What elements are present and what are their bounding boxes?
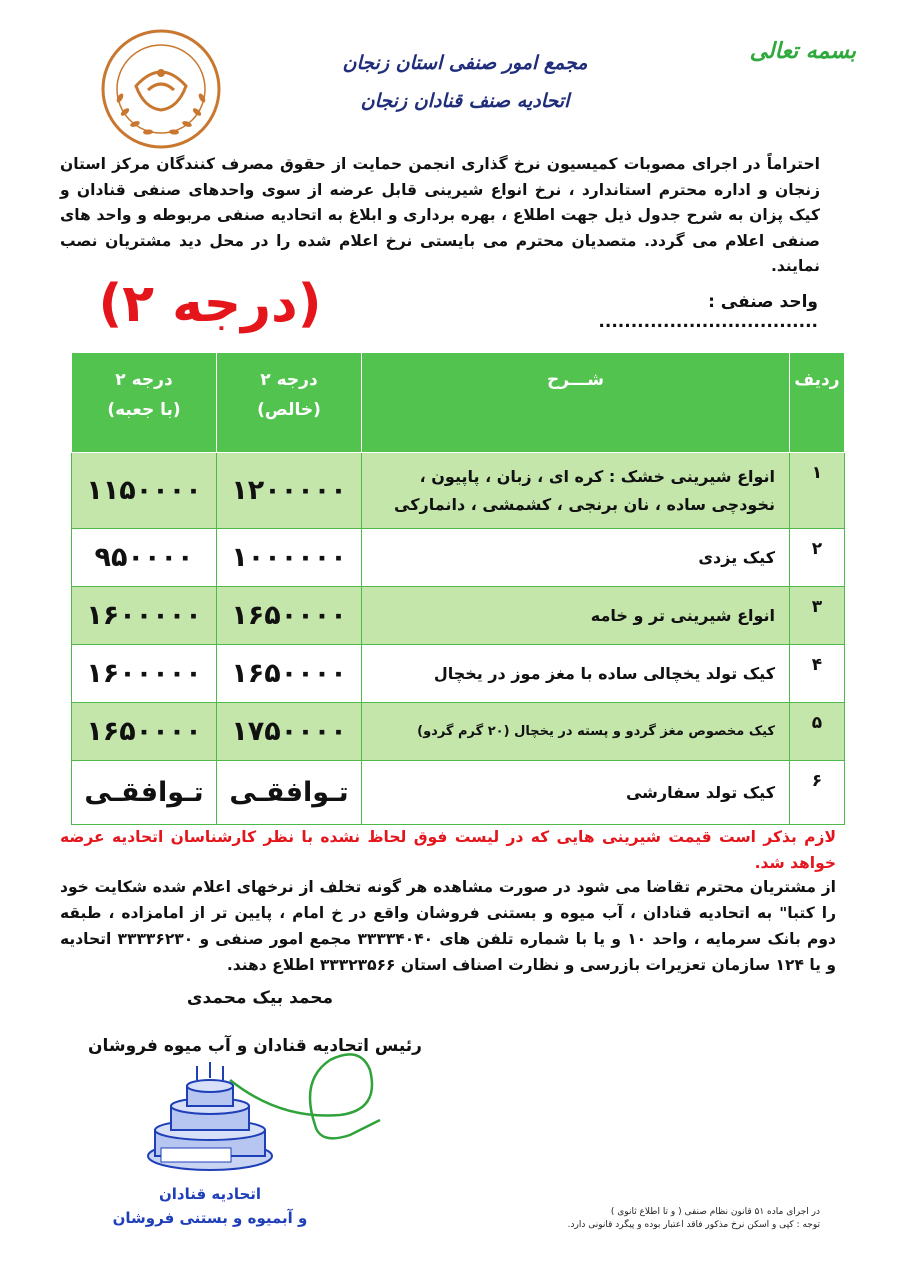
table-row [72, 453, 845, 529]
row-number: ۱ [790, 453, 845, 529]
row-description: انواع شیرینی تر و خامه [362, 587, 790, 645]
row-number: ۳ [790, 587, 845, 645]
union-logo [100, 28, 222, 150]
header-grade2-pure-line2: (خالص) [257, 400, 321, 420]
price-pure: ۱۲۰۰۰۰۰ [217, 453, 362, 529]
bismillah-heading: بسمه تعالی [749, 38, 856, 64]
intro-paragraph: احتراماً در اجرای مصوبات کمیسیون نرخ گذاری انجمن حمایت از حقوق مصرف کنندگان مرکز استان زنجان و اداره محترم استاندارد ، نرخ انواع شیرینی قابل عرضه از سوی واحدهای صنفی قنادان و کیک پزان به شرح جدول ذیل جهت اطلاع ، بهره برداری و ابلاغ به اتحادیه صنفی مربوطه و واحد های صنفی اعلام می گردد. متصدیان محترم می بایستی نرخ اعلام شده را در محل دید مشتریان نصب نمایند. [60, 155, 820, 275]
unit-line [498, 292, 818, 332]
price-pure: ۱۰۰۰۰۰۰ [217, 529, 362, 587]
header-row-number: ردیف [790, 353, 845, 453]
table-row [72, 587, 845, 645]
footnote-line2: توجه : کپی و اسکن نرخ مذکور فاقد اعتبار بوده و پیگرد قانونی دارد. [567, 1220, 820, 1230]
row-description: انواع شیرینی خشک : کره ای ، زبان ، پاپیون ، نخودچی ساده ، نان برنجی ، کشمشی ، دانمارکی [362, 453, 790, 529]
unit-dots: .................................. [598, 312, 818, 332]
row-number: ۵ [790, 703, 845, 761]
header-grade2-box [72, 353, 217, 453]
row-description: کیک یزدی [362, 529, 790, 587]
handwritten-signature [220, 1040, 390, 1150]
price-box: ۱۶۰۰۰۰۰ [72, 645, 217, 703]
header-grade2-pure-line1: درجه ۲ [260, 370, 318, 390]
header-grade2-pure [217, 353, 362, 453]
row-number: ۴ [790, 645, 845, 703]
price-pure: ۱۶۵۰۰۰۰ [217, 645, 362, 703]
table-row [72, 529, 845, 587]
header-grade2-box-line2: (با جعبه) [107, 400, 181, 420]
price-box: ۱۱۵۰۰۰۰ [72, 453, 217, 529]
stamp-line2: و آبمیوه و بستنی فروشان [112, 1209, 308, 1227]
price-pure: تـوافقـی [217, 761, 362, 825]
table-row [72, 703, 845, 761]
header-grade2-box-line1: درجه ۲ [115, 370, 173, 390]
price-pure: ۱۶۵۰۰۰۰ [217, 587, 362, 645]
stamp-caption [100, 1182, 320, 1230]
price-box: تـوافقـی [72, 761, 217, 825]
price-box: ۱۶۰۰۰۰۰ [72, 587, 217, 645]
table-row [72, 761, 845, 825]
row-description: کیک تولد یخچالی ساده با مغز موز در یخچال [362, 645, 790, 703]
org-name-line2: اتحادیه صنف قنادان زنجان [360, 90, 570, 112]
footnote [560, 1206, 820, 1232]
unit-label: واحد صنفی : [708, 292, 818, 312]
table-row [72, 645, 845, 703]
row-number: ۲ [790, 529, 845, 587]
grade-title: (درجه ۲) [98, 274, 322, 334]
footnote-line1: در اجرای ماده ۵۱ قانون نظام صنفی ( و تا اطلاع ثانوی ) [610, 1207, 820, 1217]
signer-name: محمد بیک محمدی [186, 988, 334, 1008]
table-header-row [72, 353, 845, 453]
row-description: کیک تولد سفارشی [362, 761, 790, 825]
price-table [71, 352, 845, 825]
org-name-line1: مجمع امور صنفی استان زنجان [342, 52, 588, 74]
price-box: ۹۵۰۰۰۰ [72, 529, 217, 587]
complaint-note: از مشتریان محترم تقاضا می شود در صورت مشاهده هر گونه تخلف از نرخهای اعلام شده شکایت خود را کتبا" به اتحادیه قنادان ، آب میوه و بستنی فروشان واقع در خ امام ، پایین تر از امامزاده ، طبقه دوم بانک سرمایه ، واحد ۱۰ و یا با شماره تلفن های ۳۳۳۳۴۰۴۰ مجمع امور صنفی و ۳۳۳۳۶۲۳۰ اتحادیه و یا ۱۲۴ سازمان تعزیرات بازرسی و نظارت اصناف استان ۳۳۳۲۳۵۶۶ اطلاع دهند. [60, 878, 837, 974]
header-description: شـــرح [362, 353, 790, 453]
row-description: کیک مخصوص مغز گردو و پسته در یخچال (۲۰ گرم گردو) [362, 703, 790, 761]
price-box: ۱۶۵۰۰۰۰ [72, 703, 217, 761]
row-number: ۶ [790, 761, 845, 825]
price-pure: ۱۷۵۰۰۰۰ [217, 703, 362, 761]
stamp-line1: اتحادیه قنادان [158, 1185, 262, 1203]
signer-title: رئیس اتحادیه قنادان و آب میوه فروشان [88, 1036, 422, 1056]
red-note: لازم بذکر است قیمت شیرینی هایی که در لیست فوق لحاظ نشده با نظر کارشناسان اتحادیه عرضه خواهد شد. [60, 828, 836, 872]
